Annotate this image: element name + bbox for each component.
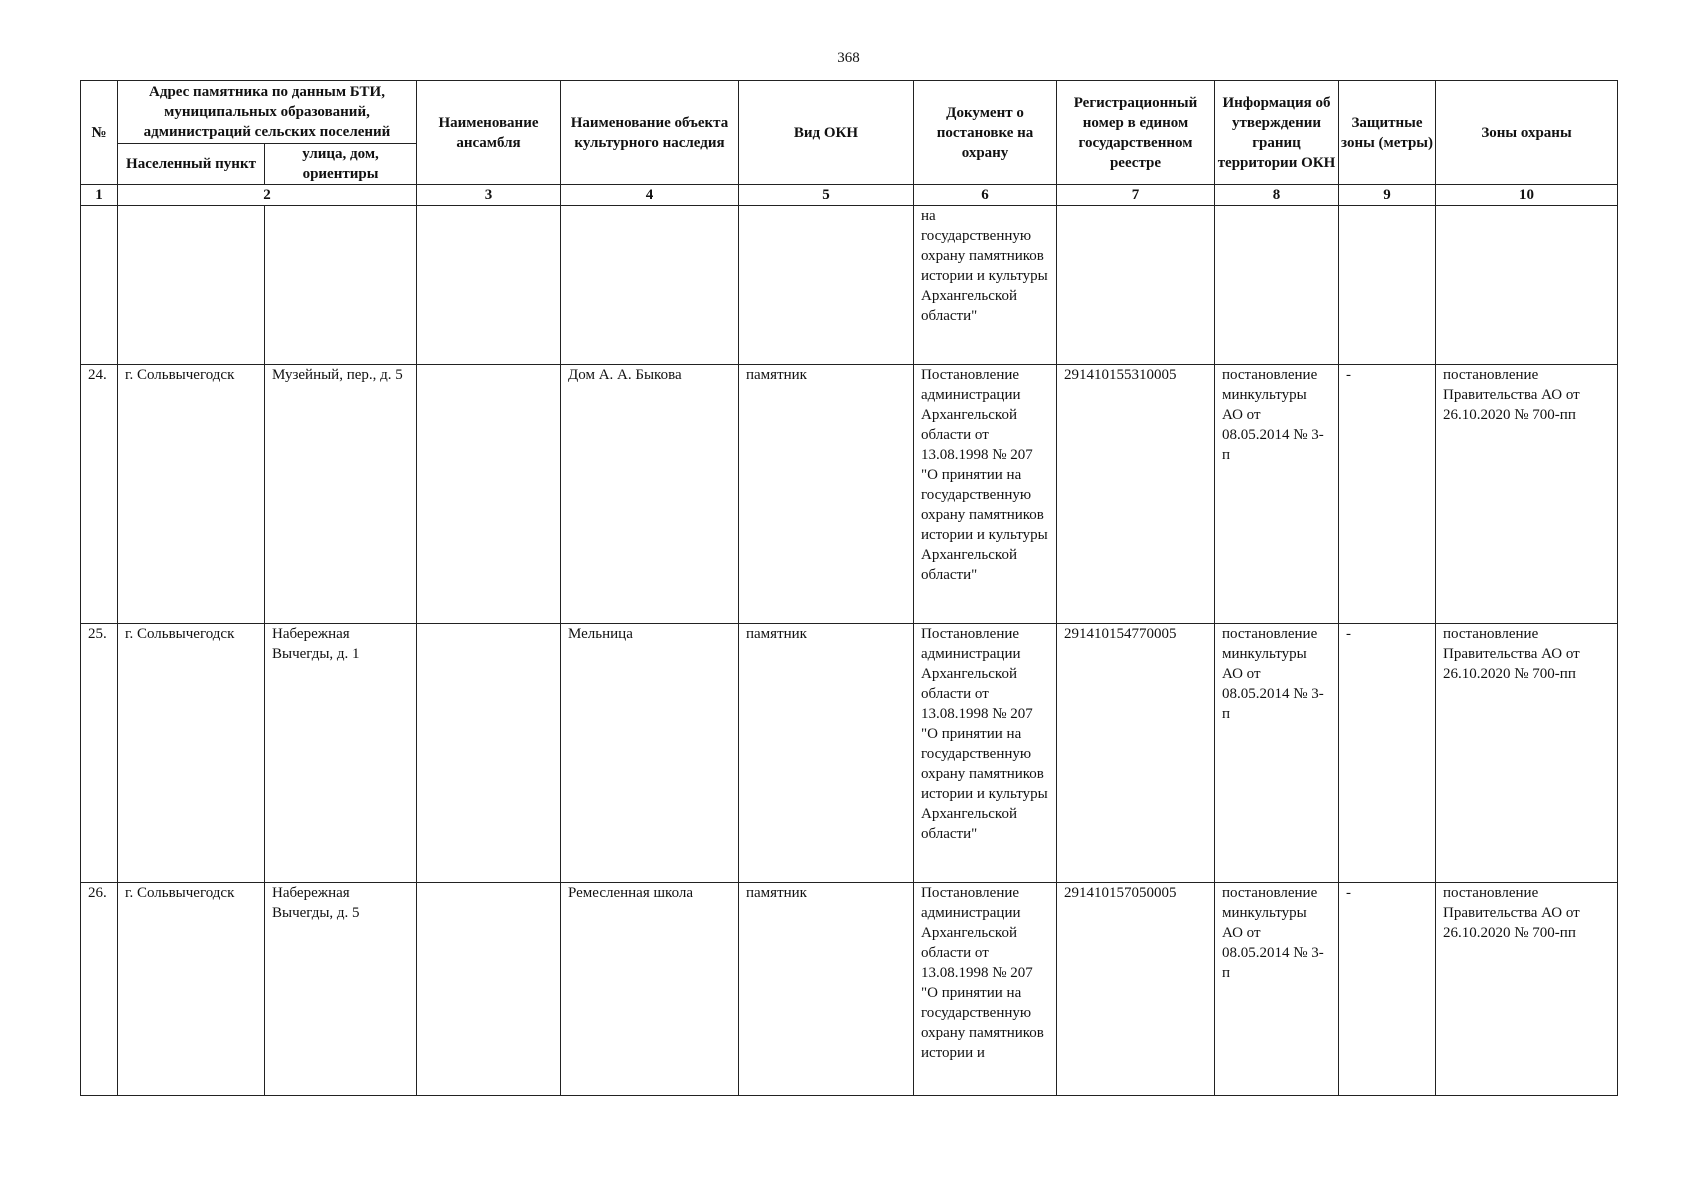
- cell-ensemble: [417, 206, 561, 365]
- cell-no: [81, 206, 118, 365]
- cell-protection-zones: постановление Правительства АО от 26.10.2020 № 700-пп: [1436, 365, 1618, 624]
- header-okn-type: Вид ОКН: [739, 81, 914, 185]
- cell-object-name: Мельница: [561, 624, 739, 883]
- header-registry-number: Регистрационный номер в едином государственном реестре: [1057, 81, 1215, 185]
- cell-settlement: [118, 206, 265, 365]
- header-street: улица, дом, ориентиры: [265, 144, 417, 185]
- cell-street: [265, 206, 417, 365]
- header-settlement: Населенный пункт: [118, 144, 265, 185]
- cell-boundaries: постановление минкультуры АО от 08.05.2014 № 3-п: [1215, 624, 1339, 883]
- column-number: 6: [914, 185, 1057, 206]
- cell-object-name: Ремесленная школа: [561, 883, 739, 1096]
- header-address-group: Адрес памятника по данным БТИ, муниципальных образований, администраций сельских поселений: [118, 81, 417, 144]
- cell-settlement: г. Сольвычегодск: [118, 365, 265, 624]
- cell-street: Набережная Вычегды, д. 1: [265, 624, 417, 883]
- table-row: [81, 883, 1618, 1096]
- cell-boundaries: постановление минкультуры АО от 08.05.2014 № 3-п: [1215, 883, 1339, 1096]
- column-numbers-row: [81, 185, 1618, 206]
- cell-protection-zones: постановление Правительства АО от 26.10.2020 № 700-пп: [1436, 883, 1618, 1096]
- cell-protective-zones: -: [1339, 883, 1436, 1096]
- column-number: 4: [561, 185, 739, 206]
- table-row: [81, 624, 1618, 883]
- cell-street: Музейный, пер., д. 5: [265, 365, 417, 624]
- page-number: 368: [837, 50, 860, 66]
- cell-document: на государственную охрану памятников истории и культуры Архангельской области": [914, 206, 1057, 365]
- column-number: 9: [1339, 185, 1436, 206]
- cell-protective-zones: [1339, 206, 1436, 365]
- header-object-name: Наименование объекта культурного наследия: [561, 81, 739, 185]
- cell-okn-type: памятник: [739, 624, 914, 883]
- cell-protection-zones: постановление Правительства АО от 26.10.2020 № 700-пп: [1436, 624, 1618, 883]
- cell-registry-number: 291410155310005: [1057, 365, 1215, 624]
- cell-protective-zones: -: [1339, 624, 1436, 883]
- cell-registry-number: 291410157050005: [1057, 883, 1215, 1096]
- cell-ensemble: [417, 624, 561, 883]
- cell-document: Постановление администрации Архангельской области от 13.08.1998 № 207 "О принятии на государственную охрану памятников истории и: [914, 883, 1057, 1096]
- cell-boundaries: постановление минкультуры АО от 08.05.2014 № 3-п: [1215, 365, 1339, 624]
- cell-registry-number: [1057, 206, 1215, 365]
- cell-settlement: г. Сольвычегодск: [118, 624, 265, 883]
- cell-street: Набережная Вычегды, д. 5: [265, 883, 417, 1096]
- cell-protection-zones: [1436, 206, 1618, 365]
- header-protection-document: Документ о постановке на охрану: [914, 81, 1057, 185]
- cell-settlement: г. Сольвычегодск: [118, 883, 265, 1096]
- cell-no: 26.: [81, 883, 118, 1096]
- cell-object-name: Дом А. А. Быкова: [561, 365, 739, 624]
- cell-protective-zones: -: [1339, 365, 1436, 624]
- header-ensemble: Наименование ансамбля: [417, 81, 561, 185]
- column-number: 1: [81, 185, 118, 206]
- header-row-1: [81, 81, 1618, 144]
- column-number: 8: [1215, 185, 1339, 206]
- header-protective-zones: Защитные зоны (метры): [1339, 81, 1436, 185]
- table-row: [81, 206, 1618, 365]
- cell-no: 24.: [81, 365, 118, 624]
- table-row: [81, 365, 1618, 624]
- column-number: 7: [1057, 185, 1215, 206]
- cell-document: Постановление администрации Архангельской области от 13.08.1998 № 207 "О принятии на государственную охрану памятников истории и культуры Архангельской области": [914, 365, 1057, 624]
- cell-ensemble: [417, 365, 561, 624]
- column-number: 5: [739, 185, 914, 206]
- header-protection-zones: Зоны охраны: [1436, 81, 1618, 185]
- column-number: 3: [417, 185, 561, 206]
- cell-boundaries: [1215, 206, 1339, 365]
- monuments-table: [80, 80, 1618, 1096]
- cell-okn-type: памятник: [739, 883, 914, 1096]
- cell-document: Постановление администрации Архангельской области от 13.08.1998 № 207 "О принятии на государственную охрану памятников истории и культуры Архангельской области": [914, 624, 1057, 883]
- cell-okn-type: памятник: [739, 365, 914, 624]
- cell-object-name: [561, 206, 739, 365]
- cell-okn-type: [739, 206, 914, 365]
- cell-ensemble: [417, 883, 561, 1096]
- column-number: 2: [118, 185, 417, 206]
- header-no: №: [81, 81, 118, 185]
- cell-registry-number: 291410154770005: [1057, 624, 1215, 883]
- header-boundaries-info: Информация об утверждении границ территории ОКН: [1215, 81, 1339, 185]
- column-number: 10: [1436, 185, 1618, 206]
- cell-no: 25.: [81, 624, 118, 883]
